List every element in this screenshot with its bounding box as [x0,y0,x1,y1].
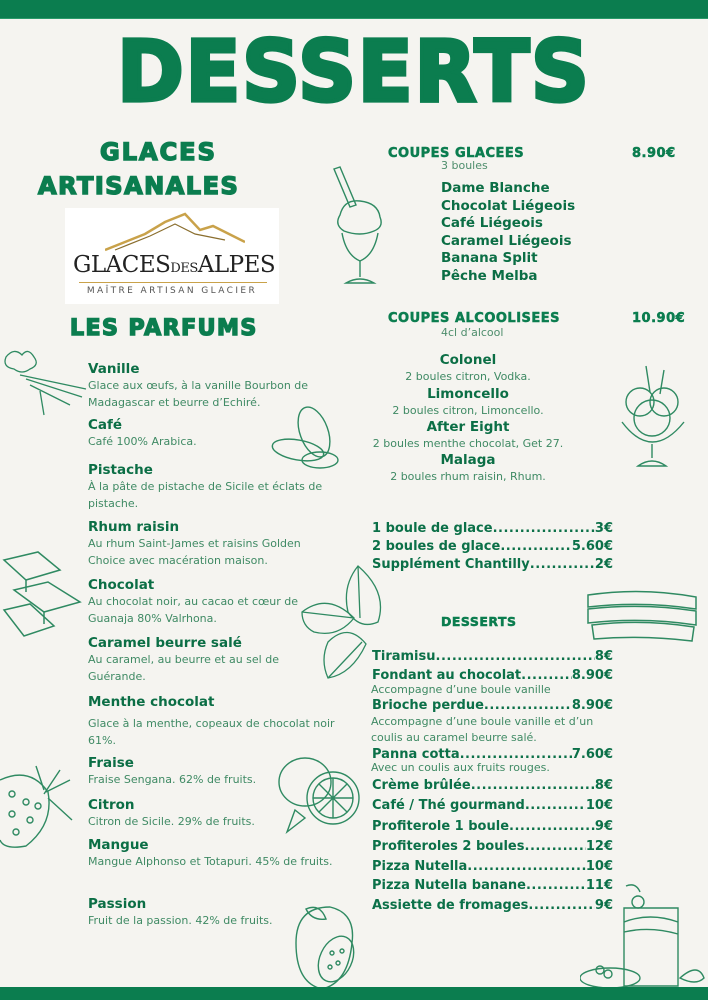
pistachio-icon [268,402,340,474]
parfum-item: Fraise Fraise Sengana. 62% de fruits. [88,755,257,786]
dessert-row: Pizza Nutella ..... 10€ [372,858,613,875]
ice-cream-cup-icon [618,362,688,472]
alcool-item: After Eight 2 boules menthe chocolat, Get 27. [372,419,564,450]
alcool-item: Colonel 2 boules citron, Vodka. [405,352,531,383]
desserts-title: DESSERTS [441,614,517,629]
parfums-heading: LES PARFUMS [70,316,258,341]
coupes-glacees-price: 8.90€ [632,146,676,161]
logo-divider [79,282,267,283]
parfum-item: Passion Fruit de la passion. 42% de fruits. [88,896,273,927]
dessert-row: Brioche perdue ..... 8.90€ [372,697,613,714]
page-title: DESSERTS [117,22,591,121]
coupe-item: Caramel Liégeois [441,232,572,249]
coupes-glacees-list [441,180,575,286]
price-row-boule: 1 boule de glace ..... 3€ [372,520,613,537]
dessert-row: Tiramisu ..... 8€ [372,648,613,665]
dessert-row: Fondant au chocolat ..... 8.90€ [372,667,613,684]
tiramisu-ladyfingers-icon [582,585,702,647]
dessert-row: Profiterole 1 boule ..... 9€ [372,818,613,835]
price-row-boule: Supplément Chantilly ..... 2€ [372,556,613,573]
parfum-item: Caramel beurre salé Au caramel, au beurre et au sel de Guérande. [88,635,279,683]
alcool-item: Malaga 2 boules rhum raisin, Rhum. [390,452,546,483]
dessert-glass-icon [580,882,708,988]
chocolate-bar-icon [0,548,82,638]
parfum-item: Vanille Glace aux œufs, à la vanille Bourbon de Madagascar et beurre d’Echiré. [88,361,309,409]
mint-leaves-icon [298,562,390,680]
parfum-item: Chocolat Au chocolat noir, au cacao et cœur de Guanaja 80% Valrhona. [88,577,299,625]
dessert-row: Café / Thé gourmand ..... 10€ [372,797,613,814]
coupe-item: Dame Blanche [441,180,550,196]
coupes-glacees-subtitle: 3 boules [441,159,488,172]
glaces-des-alpes-logo [65,208,279,304]
parfum-item: Mangue Mangue Alphonso et Totapuri. 45% de fruits. [88,837,333,868]
dessert-note: Accompagne d’une boule vanille et d’un coulis au caramel beurre salé. [371,715,594,744]
glaces-heading-line2: ARTISANALES [38,172,240,200]
coupes-alcoolisees-subtitle: 4cl d’alcool [441,326,504,339]
alcool-item: Limoncello 2 boules citron, Limoncello. [392,386,544,417]
top-banner [0,0,708,19]
vanilla-flower-icon [0,345,90,417]
lemon-icon [275,752,365,838]
logo-tagline: MAÎTRE ARTISAN GLACIER [86,286,258,296]
parfum-item: Café Café 100% Arabica. [88,417,197,448]
logo-brand: GLACESDESALPES [73,252,276,278]
parfum-item: Menthe chocolat Glace à la menthe, copeaux de chocolat noir 61%. [88,694,335,747]
parfum-item: Pistache À la pâte de pistache de Sicile et éclats de pistache. [88,462,323,510]
coupe-item: Chocolat Liégeois [441,197,576,214]
dessert-row: Panna cotta ..... 7.60€ [372,746,613,763]
dessert-row: Profiteroles 2 boules ..... 12€ [372,838,613,855]
parfum-item: Citron Citron de Sicile. 29% de fruits. [88,797,255,828]
passion-fruit-icon [286,903,374,989]
glaces-heading-line1: GLACES [100,138,217,166]
coupe-item: Café Liégeois [441,215,543,232]
dessert-row: Crème brûlée ..... 8€ [372,777,613,794]
price-row-boule: 2 boules de glace ..... 5.60€ [372,538,613,555]
coupe-item: Pêche Melba [441,267,538,284]
coupes-alcoolisees-title: COUPES ALCOOLISEES [388,311,561,326]
coupes-alcoolisees-price: 10.90€ [632,311,686,326]
dessert-note: Avec un coulis aux fruits rouges. [371,761,550,774]
dessert-row: Pizza Nutella banane ..... 11€ [372,877,613,894]
sundae-glass-icon [330,165,390,293]
dessert-note: Accompagne d’une boule vanille [371,683,551,696]
parfum-item: Rhum raisin Au rhum Saint-James et raisins Golden Choice avec macération maison. [88,519,301,567]
coupe-item: Banana Split [441,250,538,267]
dessert-row: Assiette de fromages ..... 9€ [372,897,613,914]
coupes-glacees-title: COUPES GLACEES [388,146,525,161]
mountain-icon [105,212,245,252]
strawberry-icon [0,760,80,850]
bottom-banner [0,987,708,1000]
